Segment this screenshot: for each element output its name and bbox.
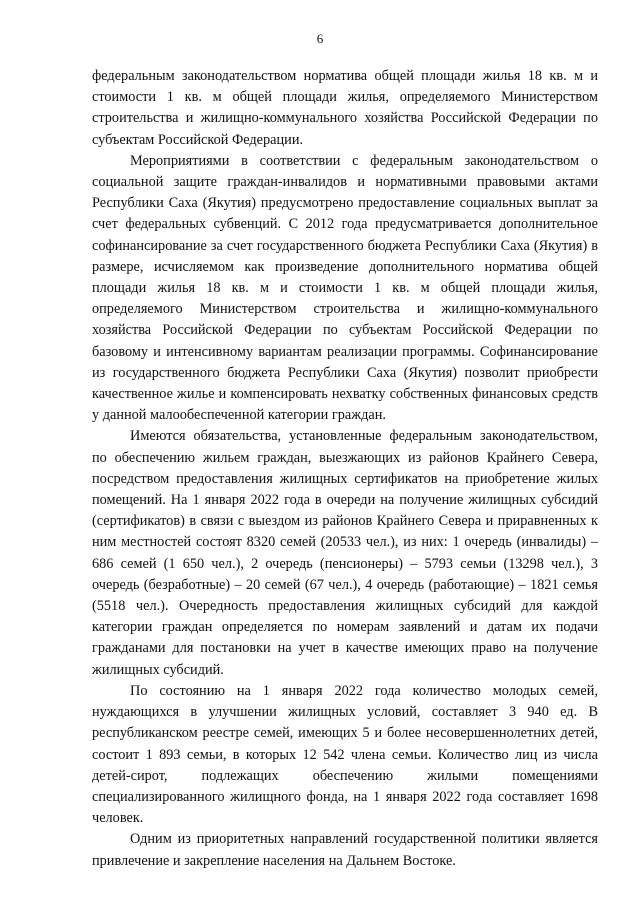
paragraph-far-east-policy: Одним из приоритетных направлений государственной политики является привлечение и закрепление населения на Дальнем Востоке.	[92, 831, 598, 869]
paragraph-social-payments: Мероприятиями в соответствии с федеральным законодательством о социальной защите граждан-инвалидов и нормативными правовыми актами Республики Саха (Якутия) предусмотрено предоставление социальных выплат за счет федеральных субвенций. С 2012 года предусматривается дополнительное софинансирование за счет государственного бюджета Республики Саха (Якутия) в размере, исчисляемом как произведение дополнительного норматива общей площади жилья 18 кв. м и стоимости 1 кв. м общей площади жилья, определяемого Министерством строительства и жилищно-коммунального хозяйства Российской Федерации по субъектам Российской Федерации по базовому и интенсивному вариантам реализации программы. Софинансирование из государственного бюджета Республики Саха (Якутия) позволит приобрести качественное жилье и компенсировать нехватку собственных финансовых средств у данной малообеспеченной категории граждан.	[92, 152, 598, 424]
paragraph-northern-housing-certificates: Имеются обязательства, установленные федеральным законодательством, по обеспечению жильем граждан, выезжающих из районов Крайнего Севера, посредством предоставления жилищных сертификатов на приобретение жилых помещений. На 1 января 2022 года в очереди на получение жилищных субсидий (сертификатов) в связи с выездом из районов Крайнего Севера и приравненных к ним местностей состоят 8320 семей (20533 чел.), из них: 1 очередь (инвалиды) – 686 семей (1 650 чел.), 2 очередь (пенсионеры) – 5793 семьи (13298 чел.), 3 очередь (безработные) – 20 семей (67 чел.), 4 очередь (работающие) – 1821 семья (5518 чел.). Очередность предоставления жилищных субсидий для каждой категории граждан определяется по номерам заявлений и датам их подачи гражданами для постановки на учет в качестве имеющих право на получение жилищных субсидий.	[92, 428, 598, 678]
body-text	[92, 66, 598, 872]
paragraph-continuation: федеральным законодательством норматива общей площади жилья 18 кв. м и стоимости 1 кв. м общей площади жилья, определяемого Министерством строительства и жилищно-коммунального хозяйства Российской Федерации по субъектам Российской Федерации.	[92, 68, 598, 148]
paragraph-young-families: По состоянию на 1 января 2022 года количество молодых семей, нуждающихся в улучшении жилищных условий, составляет 3 940 ед. В республиканском реестре семей, имеющих 5 и более несовершеннолетних детей, состоит 1 893 семьи, в которых 12 542 члена семьи. Количество лиц из числа детей-сирот, подлежащих обеспечению жилыми помещениями специализированного жилищного фонда, на 1 января 2022 года составляет 1698 человек.	[92, 682, 598, 827]
page-number: 6	[316, 31, 324, 46]
